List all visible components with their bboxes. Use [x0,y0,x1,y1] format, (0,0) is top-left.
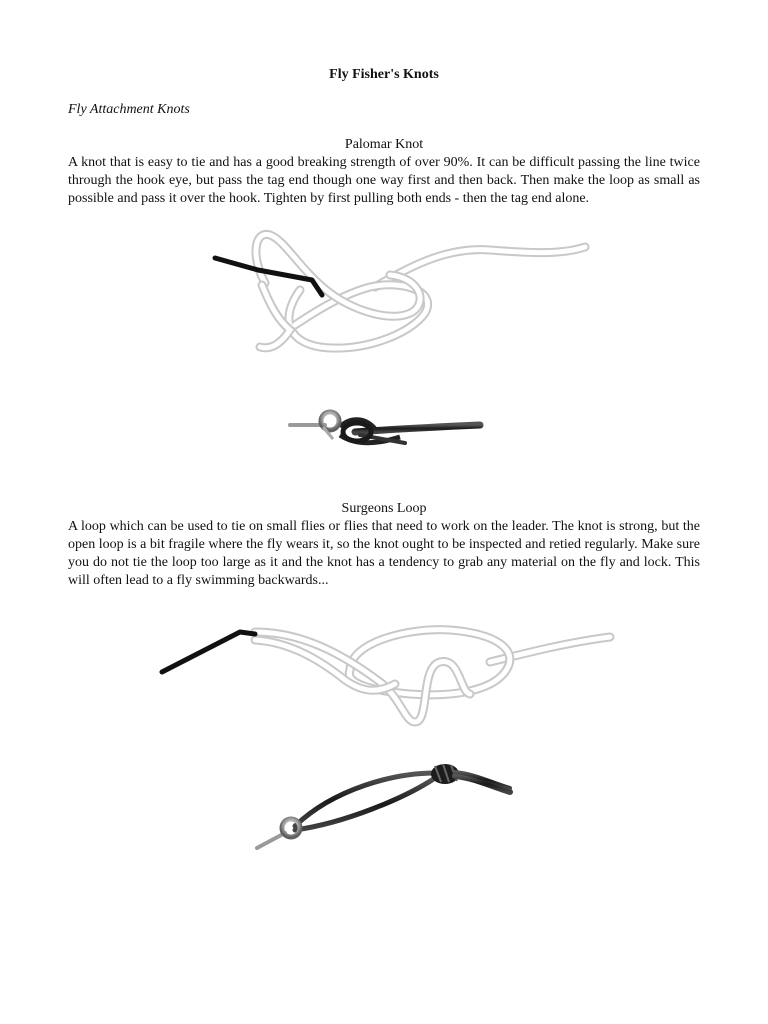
surgeons-loop-photo [255,748,515,863]
palomar-knot-drawing [200,225,600,365]
section-heading: Fly Attachment Knots [68,102,190,117]
surgeons-loop-diagram [150,612,620,737]
palomar-knot-description: A knot that is easy to tie and has a good breaking strength of over 90%. It can be difficult passing the line twice through the hook eye, but pass the tag end though one way first and then back. Then make the loop as small as possible and pass it over the hook. Tighten by first pulling both ends - then the tag end alone. [68,155,700,206]
surgeons-loop-drawing [150,612,620,737]
tag-end [162,632,255,672]
surgeons-loop-heading: Surgeons Loop [341,501,427,516]
palomar-knot-heading: Palomar Knot [344,137,424,152]
document-title: Fly Fisher's Knots [329,67,439,82]
palomar-knot-diagram [200,225,600,365]
palomar-knot-photo-drawing [285,387,485,467]
surgeons-loop-photo-drawing [255,748,515,863]
surgeons-loop-description: A loop which can be used to tie on small flies or flies that need to work on the leader. The knot is strong, but the open loop is a bit fragile where the fly wears it, so the knot ought to be inspected and retied regularly. Make sure you do not tie the loop too large as it and the knot has a tendency to grab any material on the fly and lock. This will often lead to a fly swimming backwards... [68,519,700,588]
palomar-knot-photo [285,387,485,467]
